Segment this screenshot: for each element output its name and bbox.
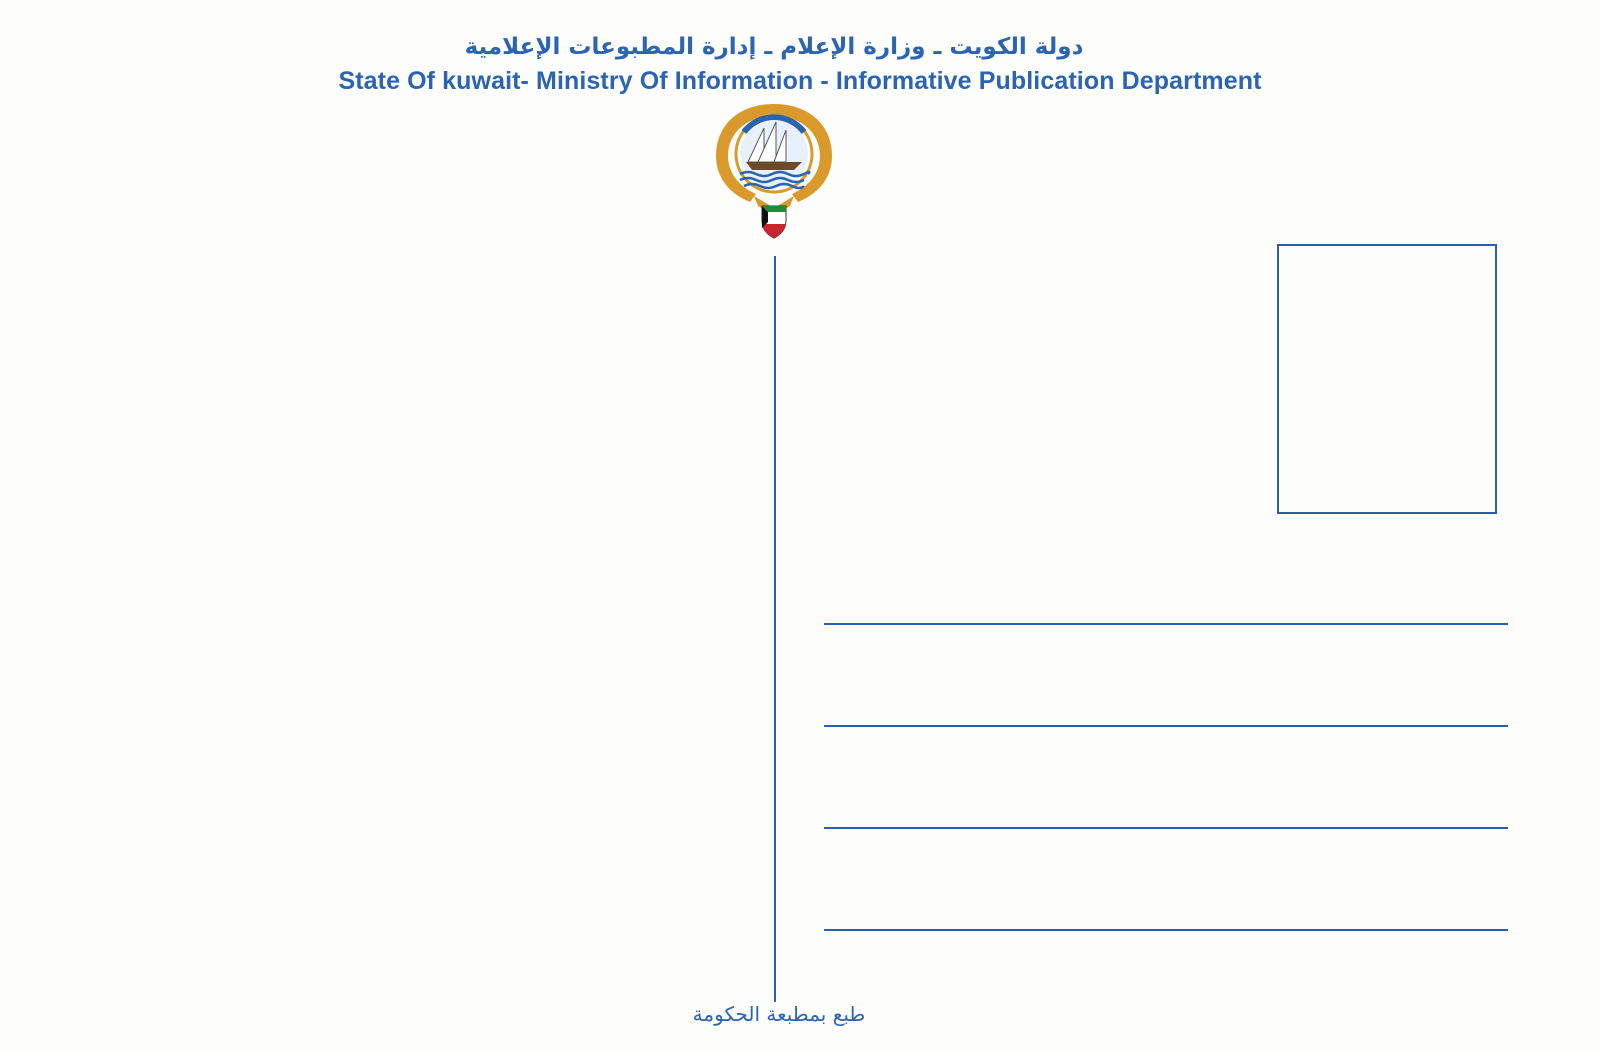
- printer-credit: طبع بمطبعة الحكومة: [692, 1002, 866, 1026]
- stamp-box: [1277, 244, 1497, 514]
- address-line: [824, 929, 1508, 931]
- address-line: [824, 725, 1508, 727]
- header-arabic: دولة الكويت ـ وزارة الإعلام ـ إدارة المطبوعات الإعلامية: [464, 34, 1084, 60]
- address-line: [824, 827, 1508, 829]
- center-divider-line: [774, 256, 776, 1002]
- address-line: [824, 623, 1508, 625]
- header-english: State Of kuwait- Ministry Of Information - Informative Publication Department: [338, 67, 1262, 95]
- dhow-hull: [746, 162, 802, 170]
- kuwait-coat-of-arms-icon: [710, 98, 838, 240]
